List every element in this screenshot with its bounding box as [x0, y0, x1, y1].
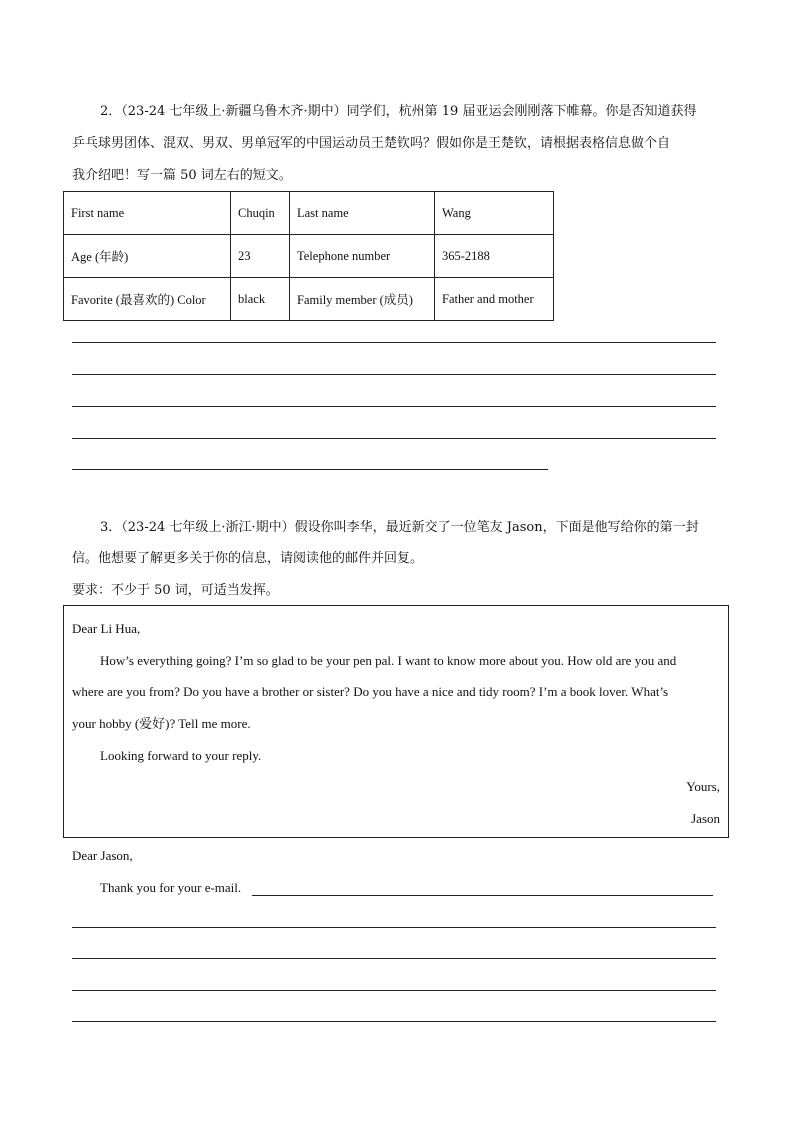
table-cell: Last name: [290, 192, 435, 235]
q3-line-1: 3．（23-24 七年级上·浙江·期中）假设你叫李华，最近新交了一位笔友 Jason，下面是他写给你的第一封: [100, 520, 699, 535]
answer-line[interactable]: [72, 374, 716, 375]
table-cell: Age (年龄): [64, 235, 231, 278]
table-cell: Favorite (最喜欢的) Color: [64, 278, 231, 321]
answer-line[interactable]: [72, 469, 548, 470]
table-cell: Telephone number: [290, 235, 435, 278]
letter-box: [63, 605, 729, 838]
q3-line-2: 信。他想要了解更多关于你的信息，请阅读他的邮件并回复。: [72, 551, 424, 566]
q2-line-3: 我介绍吧！写一篇 50 词左右的短文。: [72, 168, 292, 183]
q2-line-1: 2．（23-24 七年级上·新疆乌鲁木齐·期中）同学们，杭州第 19 届亚运会刚刚落下帷幕。你是否知道获得: [100, 104, 697, 119]
answer-line[interactable]: [72, 406, 716, 407]
q3-requirement: 要求：不少于 50 词，可适当发挥。: [72, 583, 279, 598]
info-table: [63, 191, 554, 321]
answer-line[interactable]: [72, 958, 716, 959]
table-cell: 365-2188: [435, 235, 554, 278]
table-row: [64, 192, 554, 235]
answer-line[interactable]: [252, 895, 713, 896]
letter-greeting: Dear Li Hua,: [72, 621, 141, 636]
table-cell: 23: [231, 235, 290, 278]
answer-line[interactable]: [72, 927, 716, 928]
letter-closing: Looking forward to your reply.: [100, 748, 262, 763]
letter-signature: Jason: [691, 811, 720, 826]
reply-opening: Thank you for your e-mail.: [100, 880, 242, 895]
table-row: [64, 235, 554, 278]
q2-line-2: 乒乓球男团体、混双、男双、男单冠军的中国运动员王楚钦吗？假如你是王楚钦，请根据表格信息做个自: [72, 136, 671, 151]
table-cell: black: [231, 278, 290, 321]
table-cell: First name: [64, 192, 231, 235]
answer-line[interactable]: [72, 342, 716, 343]
letter-body-line: your hobby (爱好)? Tell me more.: [72, 716, 251, 731]
table-cell: Wang: [435, 192, 554, 235]
letter-body-line: How’s everything going? I’m so glad to be your pen pal. I want to know more about you. How old are you and: [100, 653, 677, 668]
letter-body-line: where are you from? Do you have a brother or sister? Do you have a nice and tidy room? I’m a book lover. What’s: [72, 684, 669, 699]
answer-line[interactable]: [72, 990, 716, 991]
reply-greeting: Dear Jason,: [72, 848, 133, 863]
answer-line[interactable]: [72, 1021, 716, 1022]
table-cell: Family member (成员): [290, 278, 435, 321]
answer-line[interactable]: [72, 438, 716, 439]
table-cell: Father and mother: [435, 278, 554, 321]
table-cell: Chuqin: [231, 192, 290, 235]
letter-sign-off: Yours,: [686, 779, 720, 794]
table-row: [64, 278, 554, 321]
